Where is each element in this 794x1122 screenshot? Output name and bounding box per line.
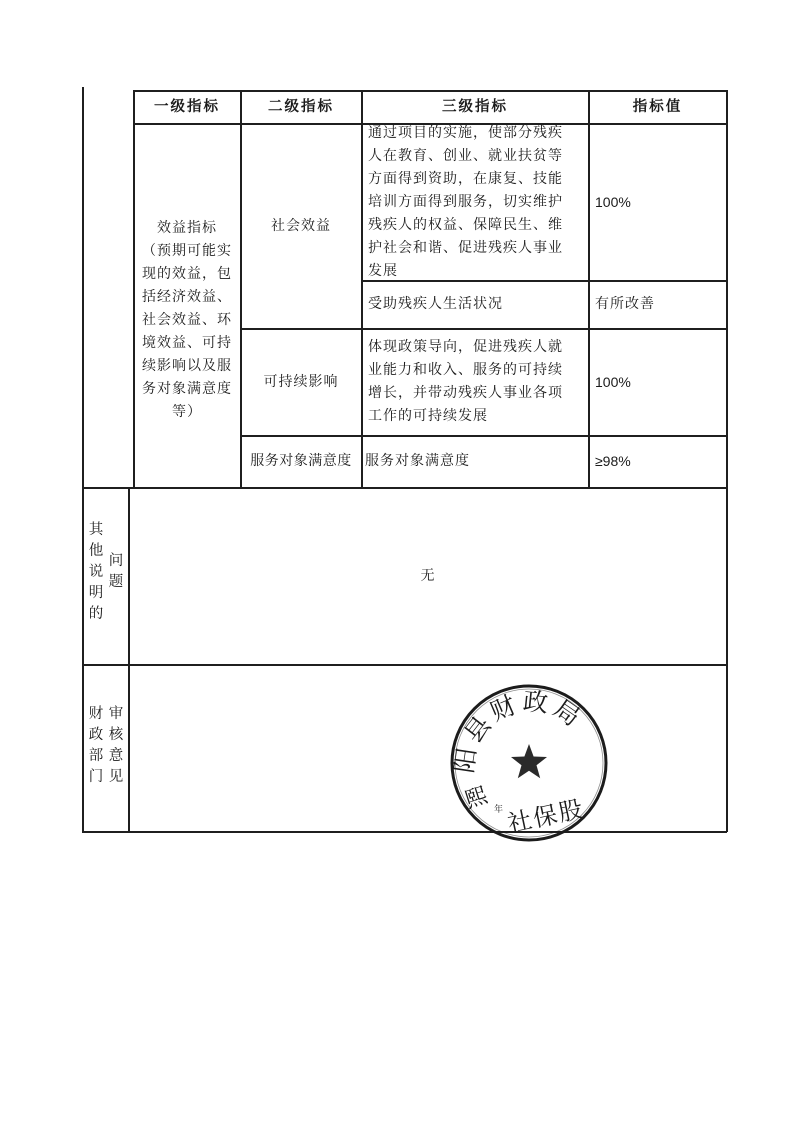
border-right <box>726 90 728 832</box>
seal-left-text: 熙 <box>462 783 491 814</box>
seal-arc-text: 阳县财政局 <box>449 686 589 775</box>
other-notes-content: 无 <box>420 567 436 584</box>
level1-line: 社会效益、环 <box>142 312 232 328</box>
level3-line: 体现政策导向，促进残疾人就 <box>368 339 563 355</box>
value-row1: 100% <box>595 193 631 210</box>
star-icon <box>511 744 547 778</box>
level3-line: 方面得到资助，在康复、技能 <box>368 170 563 187</box>
level3-line: 工作的可持续发展 <box>368 408 488 424</box>
label-char: 问 <box>108 553 124 569</box>
label-char: 意 <box>108 748 124 764</box>
other-notes-label-col2 <box>106 551 126 593</box>
level3-row2: 受助残疾人生活状况 <box>368 296 503 312</box>
label-char: 见 <box>108 769 124 785</box>
border-left <box>82 87 84 832</box>
label-char: 他 <box>88 543 104 559</box>
header-level3: 三级指标 <box>442 98 508 115</box>
other-notes-label-col1 <box>86 520 106 625</box>
label-char: 审 <box>108 706 124 722</box>
label-char: 核 <box>108 727 124 743</box>
row-line-5 <box>82 664 727 666</box>
level3-line: 业能力和收入、服务的可持续 <box>368 362 563 378</box>
value-row3: 100% <box>595 373 631 390</box>
official-seal <box>448 682 610 844</box>
value-row4: ≥98% <box>595 453 631 469</box>
level3-row3 <box>362 329 588 435</box>
level2-sustainable-impact: 可持续影响 <box>263 373 339 390</box>
level2-satisfaction: 服务对象满意度 <box>250 453 352 469</box>
level1-cell <box>134 124 240 487</box>
level3-row1 <box>362 124 588 280</box>
value-row2: 有所改善 <box>595 296 655 312</box>
label-char: 部 <box>88 748 104 764</box>
label-char: 的 <box>88 606 104 622</box>
label-char: 财 <box>88 706 104 722</box>
label-char: 说 <box>88 564 104 580</box>
level3-line: 发展 <box>368 262 398 279</box>
level3-line: 增长，并带动残疾人事业各项 <box>368 385 563 401</box>
header-level1: 一级指标 <box>154 98 220 115</box>
label-char: 明 <box>88 585 104 601</box>
level2-social-benefit: 社会效益 <box>271 217 331 234</box>
header-level2: 二级指标 <box>268 98 334 115</box>
seal-bottom-text: 社保股 <box>505 794 588 839</box>
level1-line: 务对象满意度 <box>142 381 232 397</box>
level1-line: 现的效益，包 <box>142 266 232 282</box>
level3-line: 人在教育、创业、就业扶贫等 <box>368 147 563 164</box>
label-char: 题 <box>108 574 124 590</box>
finance-review-label-col2 <box>106 704 126 788</box>
header-value: 指标值 <box>632 98 683 115</box>
level1-line: 括经济效益、 <box>142 289 232 305</box>
seal-small-text: 年 <box>494 805 504 815</box>
level3-line: 培训方面得到服务，切实维护 <box>368 193 563 210</box>
label-char: 其 <box>88 522 104 538</box>
level1-line: （预期可能实 <box>142 243 232 259</box>
level1-line: 境效益、可持 <box>142 335 232 351</box>
label-char: 政 <box>88 727 104 743</box>
level3-line: 残疾人的权益、保障民生、维 <box>368 216 563 233</box>
row-line-bottom <box>82 831 727 833</box>
level3-line: 通过项目的实施，使部分残疾 <box>368 124 563 141</box>
level1-line: 等） <box>172 404 202 420</box>
level3-row4: 服务对象满意度 <box>365 453 470 469</box>
level1-line: 续影响以及服 <box>142 358 232 374</box>
finance-review-label-col1 <box>86 704 106 788</box>
level1-line: 效益指标 <box>157 220 217 236</box>
level3-line: 护社会和谐、促进残疾人事业 <box>368 239 563 256</box>
label-char: 门 <box>88 769 104 785</box>
